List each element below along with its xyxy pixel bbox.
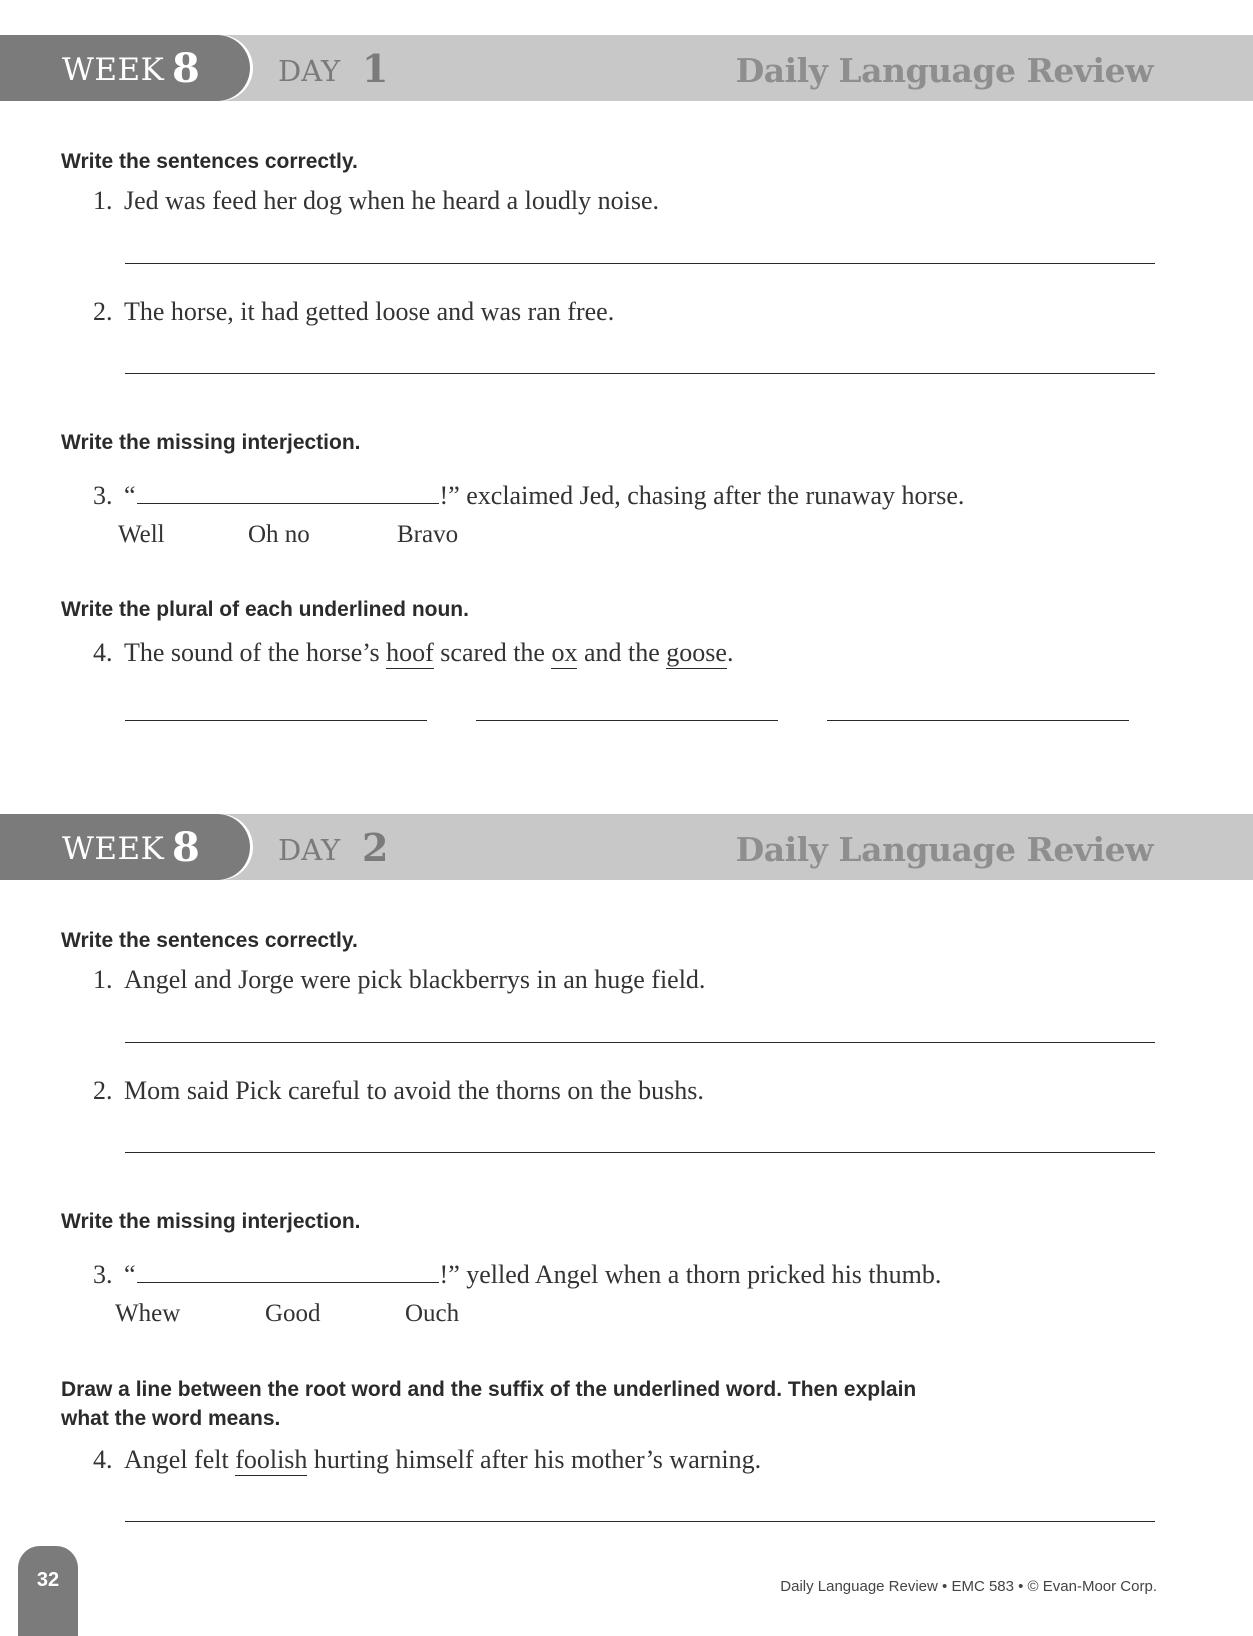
question-number: 4.	[93, 1445, 113, 1474]
open-quote: “	[124, 481, 136, 510]
week-tab	[0, 35, 250, 101]
day-number: 1	[362, 46, 389, 91]
underlined-noun: ox	[551, 638, 578, 667]
choice-option[interactable]: Bravo	[397, 521, 459, 548]
question-text: !” yelled Angel when a thorn pricked his thumb.	[439, 1260, 942, 1289]
question-text: .	[726, 638, 734, 667]
instruction-sentences: Write the sentences correctly.	[61, 929, 358, 952]
instruction-suffix-line-2: what the word means.	[61, 1407, 281, 1430]
day1-header-band	[0, 35, 1253, 101]
page-number-tab	[18, 1546, 78, 1636]
answer-line-2[interactable]	[125, 1152, 1155, 1153]
question-2	[93, 297, 614, 327]
header-title: Daily Language Review	[735, 830, 1153, 869]
footer-credit: Daily Language Review • EMC 583 • © Evan-Moor Corp.	[780, 1578, 1157, 1595]
plural-answer-line-2[interactable]	[476, 720, 778, 721]
day-number: 2	[362, 825, 389, 870]
question-1	[93, 965, 705, 995]
header-title: Daily Language Review	[735, 51, 1153, 90]
interjection-blank[interactable]	[137, 483, 439, 504]
question-text: and the	[577, 638, 667, 667]
underlined-noun: goose	[666, 638, 727, 667]
choice-option[interactable]: Whew	[115, 1300, 181, 1327]
question-text: Mom said Pick careful to avoid the thorns on the bushs.	[124, 1076, 704, 1105]
open-quote: “	[124, 1260, 136, 1289]
question-text: The sound of the horse’s	[124, 638, 387, 667]
plural-answer-line-1[interactable]	[125, 720, 427, 721]
answer-line-1[interactable]	[125, 263, 1155, 264]
question-text: hurting himself after his mother’s warning.	[307, 1445, 762, 1474]
week-label: WEEK	[62, 52, 165, 88]
instruction-sentences: Write the sentences correctly.	[61, 150, 358, 173]
question-text: Angel and Jorge were pick blackberrys in an huge field.	[124, 965, 706, 994]
day-label: DAY	[278, 833, 341, 867]
question-text: scared the	[433, 638, 552, 667]
instruction-suffix-line-1: Draw a line between the root word and the suffix of the underlined word. Then explain	[61, 1378, 917, 1401]
choice-option[interactable]: Well	[118, 521, 165, 548]
question-text: The horse, it had getted loose and was ran free.	[124, 297, 615, 326]
instruction-interjection: Write the missing interjection.	[61, 431, 361, 454]
day2-header-band	[0, 814, 1253, 880]
week-label: WEEK	[62, 831, 165, 867]
interjection-blank[interactable]	[137, 1262, 439, 1283]
question-text: Angel felt	[124, 1445, 236, 1474]
week-number: 8	[172, 45, 200, 92]
week-number: 8	[172, 824, 200, 871]
underlined-noun: hoof	[386, 638, 434, 667]
question-text: Jed was feed her dog when he heard a loudly noise.	[124, 186, 659, 215]
question-2	[93, 1076, 704, 1106]
instruction-interjection: Write the missing interjection.	[61, 1210, 361, 1233]
underlined-word: foolish	[235, 1445, 308, 1474]
answer-line-1[interactable]	[125, 1042, 1155, 1043]
answer-line-4[interactable]	[125, 1521, 1155, 1522]
choice-option[interactable]: Ouch	[405, 1300, 460, 1327]
answer-line-2[interactable]	[125, 373, 1155, 374]
week-tab	[0, 814, 250, 880]
day-label: DAY	[278, 54, 341, 88]
question-number: 4.	[93, 638, 113, 667]
page-number: 32	[36, 1569, 60, 1591]
question-number: 3.	[93, 481, 113, 510]
plural-answer-line-3[interactable]	[827, 720, 1129, 721]
question-3	[93, 481, 964, 511]
choice-option[interactable]: Oh no	[248, 521, 310, 548]
question-4	[93, 1445, 761, 1475]
question-number: 1.	[93, 186, 113, 215]
question-1	[93, 186, 659, 216]
question-number: 3.	[93, 1260, 113, 1289]
question-3	[93, 1260, 941, 1290]
choice-option[interactable]: Good	[265, 1300, 321, 1327]
instruction-suffix	[61, 1375, 916, 1433]
question-number: 2.	[93, 1076, 113, 1105]
question-text: !” exclaimed Jed, chasing after the runaway horse.	[439, 481, 965, 510]
question-number: 1.	[93, 965, 113, 994]
instruction-plural: Write the plural of each underlined noun.	[61, 598, 469, 621]
question-4	[93, 638, 733, 668]
question-number: 2.	[93, 297, 113, 326]
